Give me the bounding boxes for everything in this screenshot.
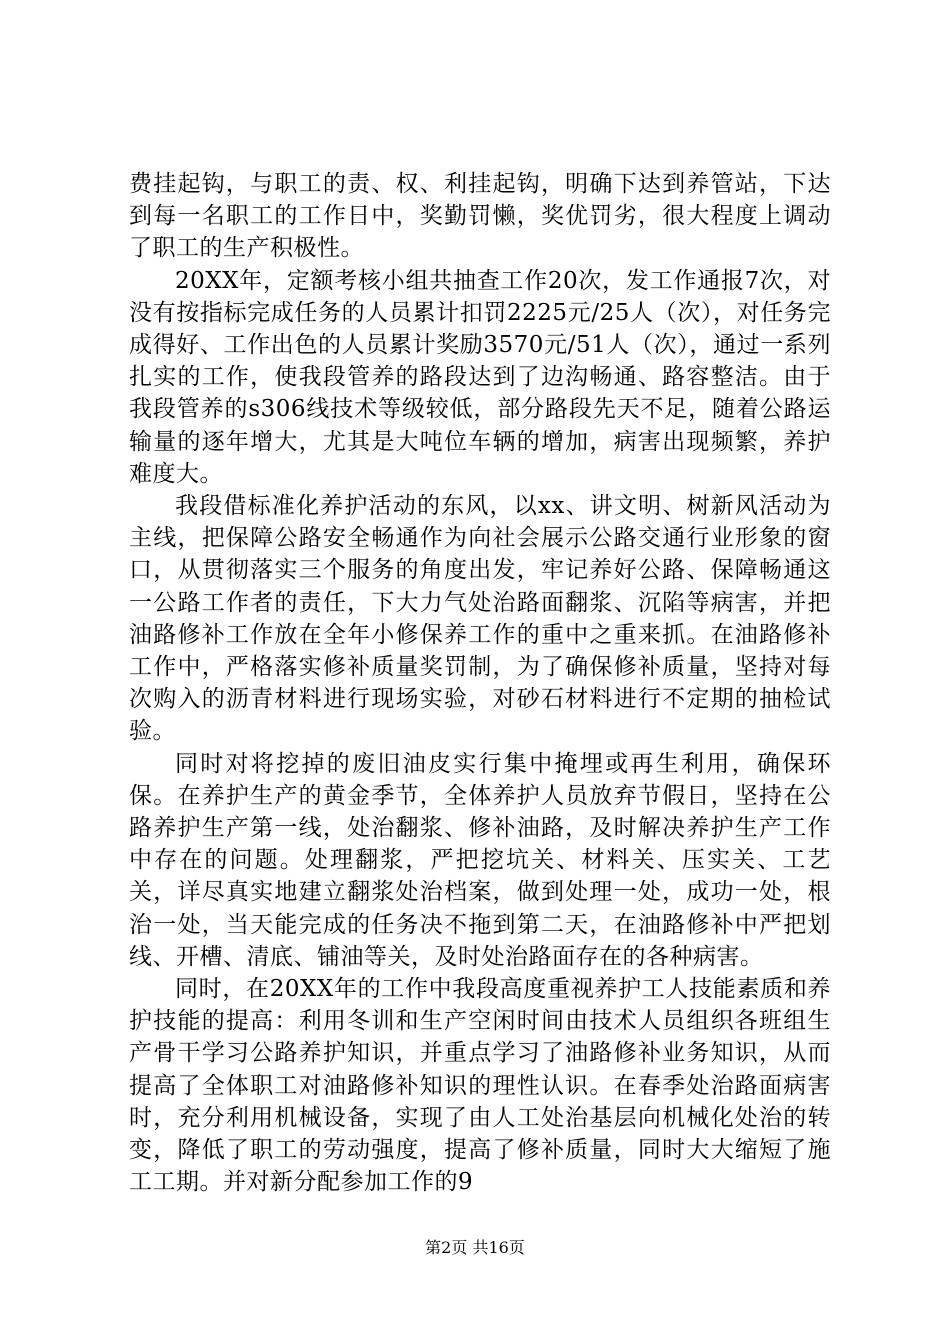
paragraph-1: 费挂起钩，与职工的责、权、利挂起钩，明确下达到养管站，下达到每一名职工的工作日中，奖勤罚懒，奖优罚劣，很大程度上调动了职工的生产积极性。 [129, 171, 831, 262]
body-text [129, 168, 831, 1199]
page-number-footer: 第2页 共16页 [425, 1238, 525, 1257]
paragraph-5: 同时，在20XX年的工作中我段高度重视养护工人技能素质和养护技能的提高：利用冬训和生产空闲时间由技术人员组织各班组生产骨干学习公路养护知识，并重点学习了油路修补业务知识，从而提高了全体职工对油路修补知识的理性认识。在春季处治路面病害时，充分利用机械设备，实现了由人工处治基层向机械化处治的转变，降低了职工的劳动强度，提高了修补质量，同时大大缩短了施工工期。并对新分配参加工作的9 [129, 976, 831, 1196]
paragraph-4: 同时对将挖掉的废旧油皮实行集中掩埋或再生利用，确保环保。在养护生产的黄金季节，全体养护人员放弃节假日，坚持在公路养护生产第一线，处治翻浆、修补油路，及时解决养护生产工作中存在的问题。处理翻浆，严把挖坑关、材料关、压实关、工艺关，详尽真实地建立翻浆处治档案，做到处理一处，成功一处，根治一处，当天能完成的任务决不拖到第二天，在油路修补中严把划线、开槽、清底、铺油等关，及时处治路面存在的各种病害。 [129, 750, 831, 970]
paragraph-2: 20XX年，定额考核小组共抽查工作20次，发工作通报7次，对没有按指标完成任务的人员累计扣罚2225元/25人（次），对任务完成得好、工作出色的人员累计奖励3570元/51人（次），通过一系列扎实的工作，使我段管养的路段达到了边沟畅通、路容整洁。由于我段管养的s306线技术等级较低，部分路段先天不足，随着公路运输量的逐年增大，尤其是大吨位车辆的增加，病害出现频繁，养护难度大。 [129, 267, 831, 487]
paragraph-3: 我段借标准化养护活动的东风，以xx、讲文明、树新风活动为主线，把保障公路安全畅通作为向社会展示公路交通行业形象的窗口，从贯彻落实三个服务的角度出发，牢记养好公路、保障畅通这一公路工作者的责任，下大力气处治路面翻浆、沉陷等病害，并把油路修补工作放在全年小修保养工作的重中之重来抓。在油路修补工作中，严格落实修补质量奖罚制，为了确保修补质量，坚持对每次购入的沥青材料进行现场实验，对砂石材料进行不定期的抽检试验。 [129, 493, 831, 745]
